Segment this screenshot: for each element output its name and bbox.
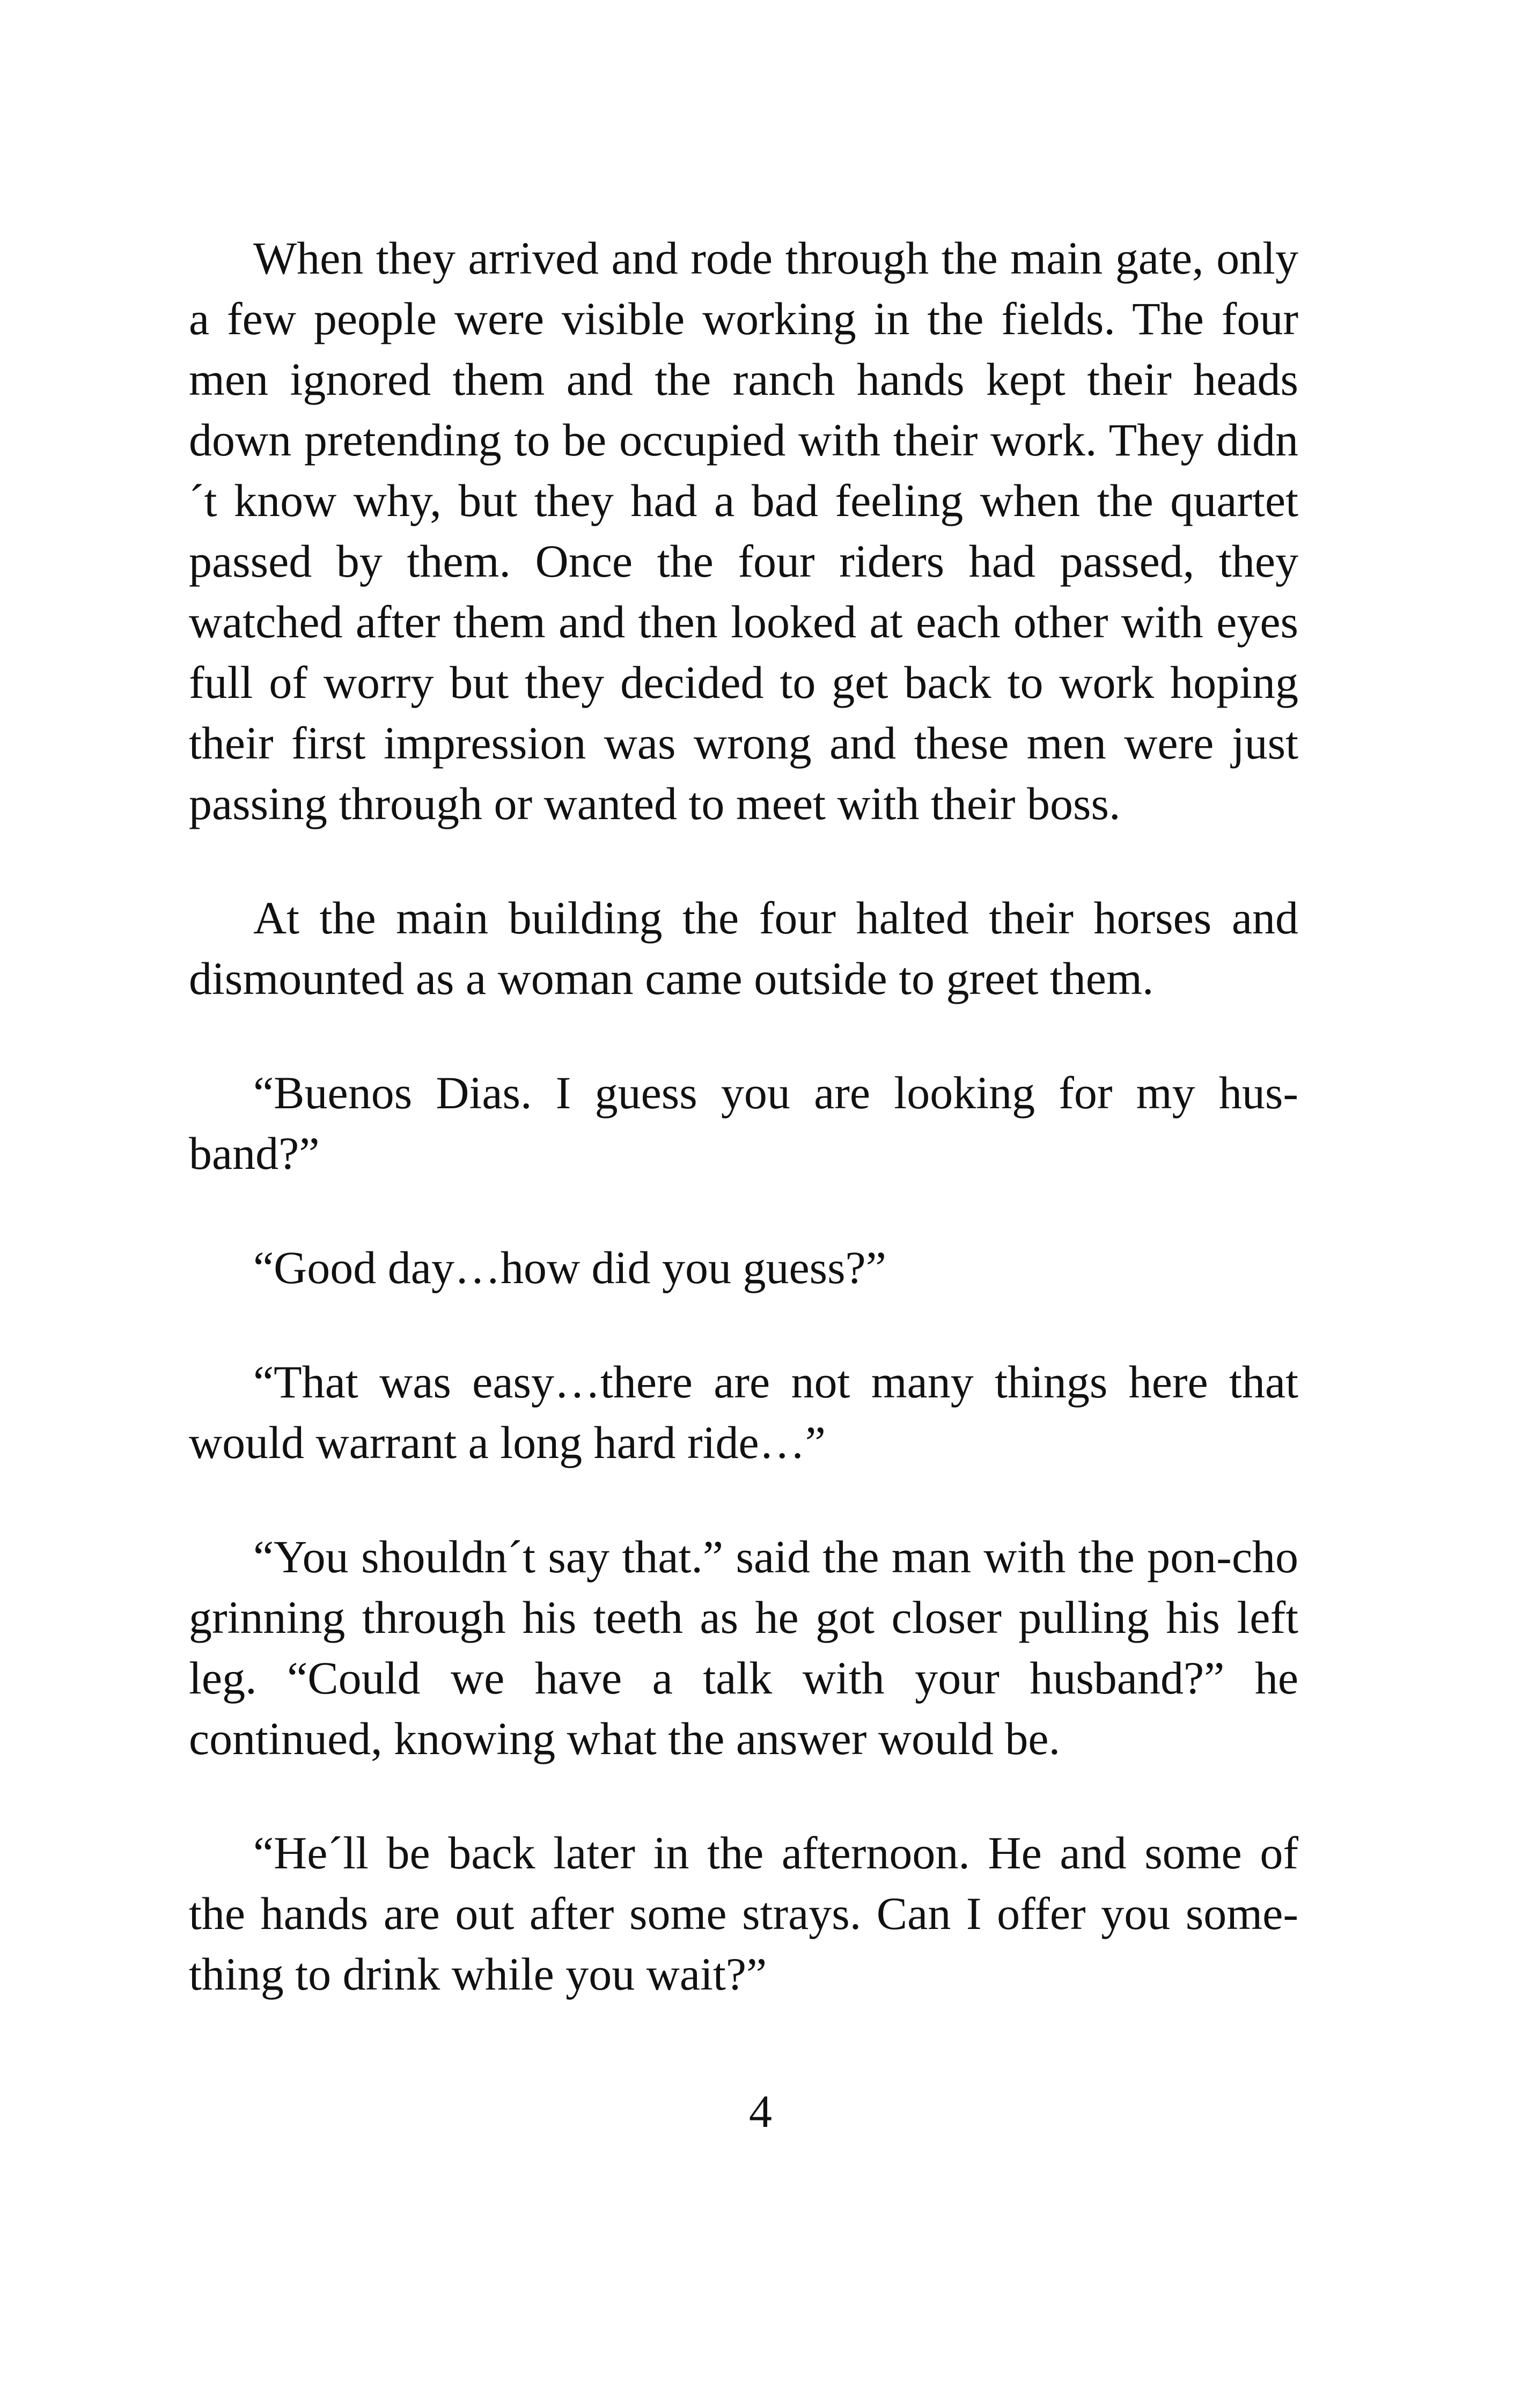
paragraph-1: When they arrived and rode through the main gate, only a few people were visible working in the fields. The four men ignored them and the ranch hands kept their heads down pretending to be occupied with their work. They didn´t know why, but they had a bad feeling when the quartet passed by them. Once the four riders had passed, they watched after them and then looked at each other with eyes full of worry but they decided to get back to work hoping their first impression was wrong and these men were just passing through or wanted to meet with their boss. [189,232,1298,829]
paragraph-2: At the main building the four halted their horses and dismounted as a woman came outside to greet them. [189,892,1298,1004]
page-number: 4 [749,2086,772,2137]
paragraph-3: “Buenos Dias. I guess you are looking for my hus-band?” [189,1067,1298,1179]
paragraph-6: “You shouldn´t say that.” said the man with the pon-cho grinning through his teeth as he got closer pulling his left leg. “Could we have a talk with your husband?” he continued, knowing what the answer would be. [189,1531,1298,1764]
paragraph-5: “That was easy…there are not many things here that would warrant a long hard ride…” [189,1356,1298,1468]
page-body [189,228,1298,2005]
paragraph-4: “Good day…how did you guess?” [253,1242,886,1293]
paragraph-7: “He´ll be back later in the afternoon. He and some of the hands are out after some strays. Can I offer you some-thing to drink while you wait?” [189,1827,1298,2000]
